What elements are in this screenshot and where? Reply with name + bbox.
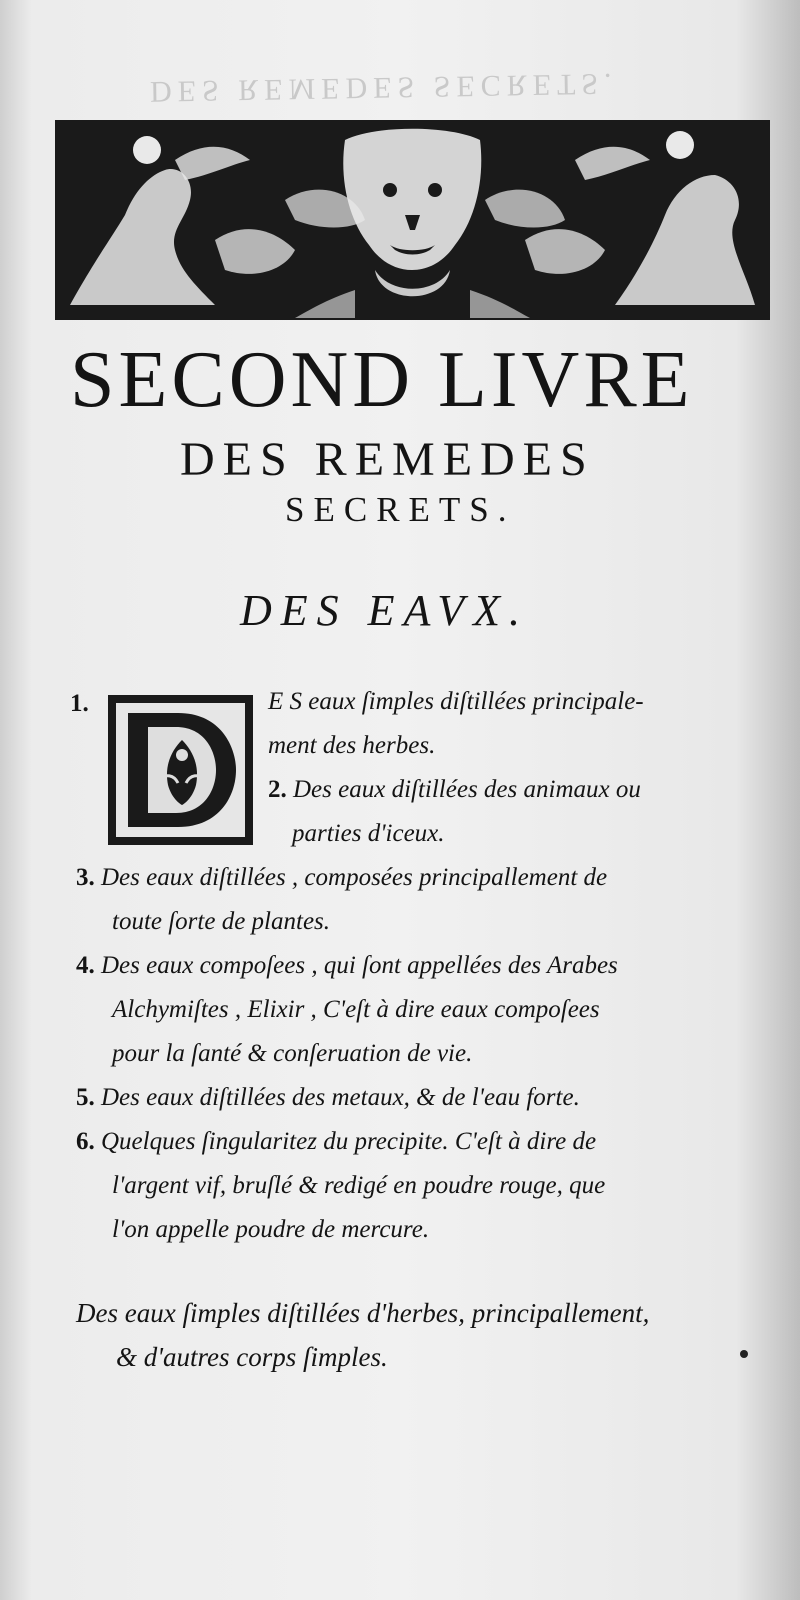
list-item-6-cont-1: l'argent vif, bruſlé & redigé en poudre rouge, que [112,1172,606,1199]
page-title-line-3: SECRETS. [285,490,516,529]
section-caption-line-2: & d'autres corps ſimples. [116,1342,388,1372]
section-caption-line-1: Des eaux ſimples diſtillées d'herbes, principallement, [76,1298,650,1328]
list-item-6-cont-2: l'on appelle poudre de mercure. [112,1216,430,1243]
list-item-4-cont-2: pour la ſanté & conſeruation de vie. [112,1040,473,1067]
page-title-line-1: SECOND LIVRE [70,336,694,424]
section-subtitle: DES EAVX. [240,586,529,635]
list-item-1-text: E S eaux ſimples diſtillées principale- [268,688,644,715]
bleed-through-text: DES REMEDES SECRETS. [149,66,618,109]
list-item-5: 5. Des eaux diſtillées des metaux, & de l'eau forte. [76,1084,580,1111]
list-item-1-num: 1. [70,690,89,717]
list-item-3-cont: toute ſorte de plantes. [112,908,331,935]
ink-mark [740,1350,748,1358]
list-item-4: 4. Des eaux compoſees , qui ſont appellées des Arabes [76,952,618,979]
list-item-4-cont-1: Alchymiſtes , Elixir , C'eſt à dire eaux compoſees [112,996,600,1023]
page-title-line-2: DES REMEDES [180,433,595,486]
list-item-3: 3. Des eaux diſtillées , composées principallement de [76,864,608,891]
list-item-1-cont: ment des herbes. [268,732,436,759]
list-item-2-cont: parties d'iceux. [292,820,445,847]
woodcut-ornament-header [55,120,770,320]
decorated-initial-D [108,695,253,845]
list-item-2: 2. Des eaux diſtillées des animaux ou [268,776,641,803]
list-item-6: 6. Quelques ſingularitez du precipite. C'eſt à dire de [76,1128,597,1155]
